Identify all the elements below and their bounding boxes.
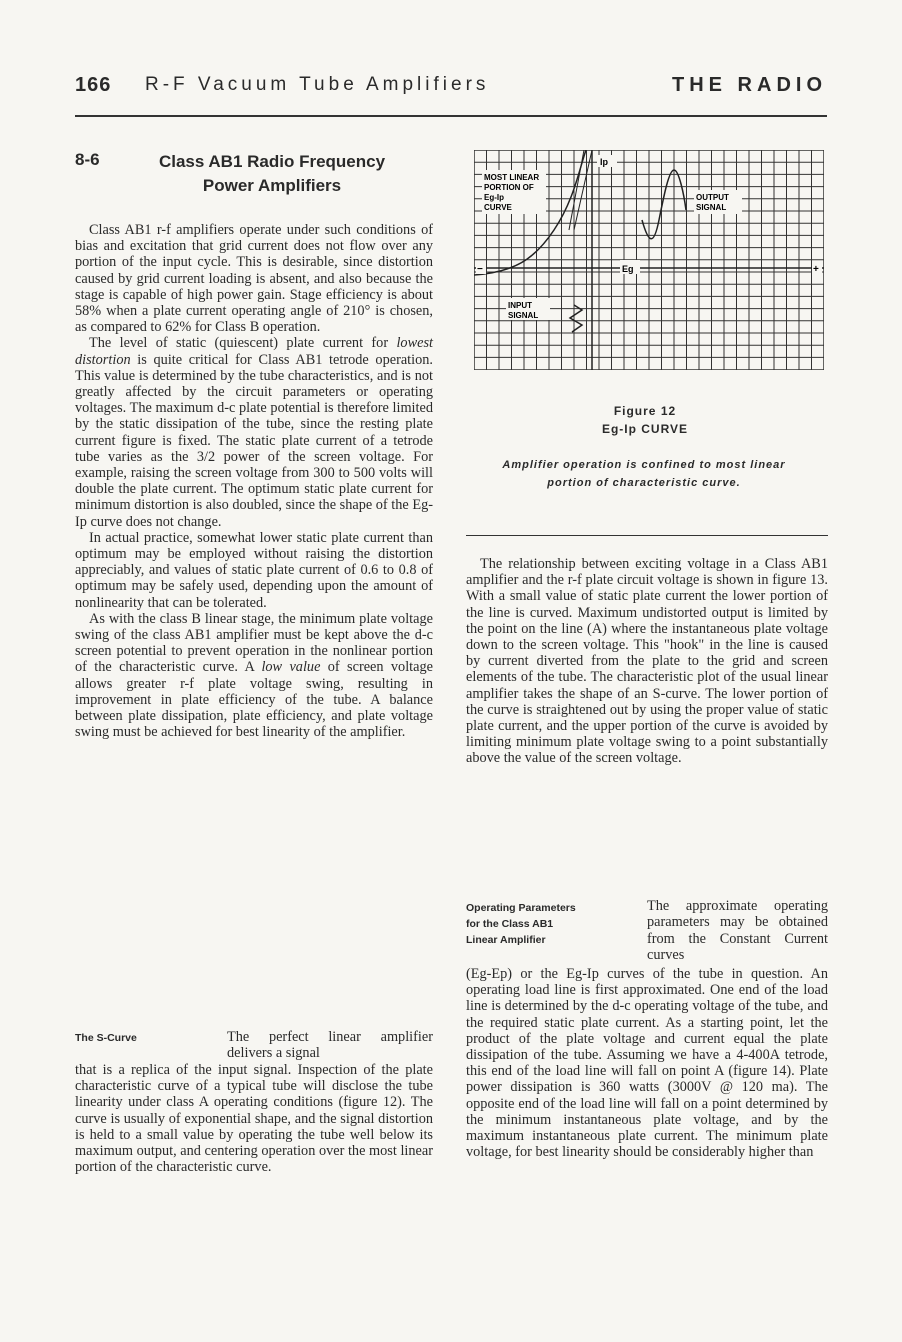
label-input-1: INPUT — [508, 301, 532, 310]
paragraph: In actual practice, somewhat lower static plate current than optimum may be employed without raising the distortion appreciably, and values of static plate current of 0.6 to 0.8 of optimum may be safely used, depending upon the amount of nonlinearity that can be tolerated. — [75, 529, 433, 611]
figure-label — [580, 402, 710, 438]
section-number: 8-6 — [75, 150, 100, 169]
scurve-lead: The perfect linear amplifier delivers a signal — [227, 1029, 433, 1062]
label-output-2: SIGNAL — [696, 203, 727, 212]
running-title: R-F Vacuum Tube Amplifiers — [145, 74, 490, 95]
figure-title: Eg-Ip CURVE — [601, 422, 689, 436]
section-title-line2: Power Amplifiers — [202, 176, 342, 195]
figure-caption: Amplifier operation is confined to most linear portion of characteristic curve. — [502, 459, 786, 489]
paragraph: The relationship between exciting voltage in a Class AB1 amplifier and the r-f plate circuit voltage is shown in figure 13. With a small value of static plate current the lower portion of the line is curved. Maximum undistorted output is limited by the point on the line (A) where the instantaneous plate voltage down to the screen voltage. This "hook" in the line is caused by current diverted from the plate to the grid and screen elements of the tube. The characteristic plot of the usual linear amplifier takes the shape of an S-curve. The lower portion of the curve is straightened out by using the proper value of static plate current, and the upper portion of the curve is avoided by limiting minimum plate voltage swing to a point substantially above the value of the screen voltage. — [466, 556, 828, 767]
page-header — [75, 74, 827, 104]
eg-ip-figure — [474, 150, 824, 370]
operating-lead: The approximate operating parameters may be obtained from the Constant Current curves — [647, 898, 828, 963]
section-title-line1: Class AB1 Radio Frequency — [158, 152, 386, 171]
label-plus: + — [813, 264, 819, 275]
paragraph: Class AB1 r-f amplifiers operate under such conditions of bias and excitation that grid current does not flow over any portion of the input cycle. This is desirable, since distortion caused by grid current loading is absent, and also because the stage is capable of high power gain. Stage efficiency is about 58% when a plate current operating angle of 210° is chosen, as compared to 62% for Class B operation. — [75, 222, 433, 336]
label-output-1: OUTPUT — [696, 193, 729, 202]
label-ip: Ip — [600, 157, 608, 167]
label-eg: Eg — [622, 264, 634, 274]
paragraph: As with the class B linear stage, the minimum plate voltage swing of the class AB1 amplifier must be kept above the d-c screen potential to prevent operation in the nonlinear portion of the characteristic curve. A low value of screen voltage allows greater r-f plate voltage swing, resulting in improvement in plate efficiency of the tube. A balance between plate dissipation, plate efficiency, and plate voltage swing must be achieved for best linearity of the amplifier. — [75, 610, 433, 741]
section-title — [142, 150, 402, 198]
page-number: 166 — [75, 74, 112, 96]
left-column — [75, 222, 433, 741]
operating-heading: Operating Parameters for the Class AB1 Linear Amplifier — [466, 902, 576, 946]
figure-number: Figure 12 — [613, 404, 677, 418]
scurve-body: that is a replica of the input signal. Inspection of the plate characteristic curve of a typical tube will disclose the tube linearity under class A operating conditions (figure 12). The curve is usually of exponential shape, and the signal distortion is held to a small value by operating the tube well below its maximum output, and centering operation over the most linear portion of the characteristic curve. — [75, 1062, 433, 1176]
scurve-heading: The S-Curve — [75, 1032, 137, 1044]
label-most-linear-4: CURVE — [484, 203, 512, 212]
label-input-2: SIGNAL — [508, 311, 539, 320]
paragraph: The level of static (quiescent) plate current for lowest distortion is quite critical for Class AB1 tetrode operation. This value is determined by the tube characteristics, and is not greatly affected by the circuit parameters or operating voltages. The maximum d-c plate potential is therefore limited by the static dissipation of the tube, since the resting plate current figure is fixed. The static plate current of a tetrode tube varies as the 3/2 power of the screen voltage. For example, raising the screen voltage from 300 to 500 volts will double the plate current. The optimum static plate current for minimum distortion is also doubled, since the shape of the Eg-Ip curve does not change. — [75, 335, 433, 530]
label-minus: − — [477, 264, 483, 275]
right-column — [466, 556, 828, 767]
operating-body: (Eg-Ep) or the Eg-Ip curves of the tube in question. An operating load line is first approximated. One end of the load line is determined by the d-c operating voltage of the tube, and the required static plate current. As a starting point, let the product of the plate voltage and current equal the plate dissipation of the tube. Assuming we have a 4-400A tetrode, this end of the load line will fall on point A (figure 14). Plate power dissipation is 360 watts (3000V @ 120 ma). The opposite end of the load line will fall on a point determined by the minimum instantaneous plate voltage, and by the maximum instantaneous plate current. The minimum plate voltage, for best linearity should be considerably higher than — [466, 966, 828, 1161]
header-rule — [75, 115, 827, 117]
label-most-linear-3: Eg-Ip — [484, 193, 504, 202]
label-most-linear-1: MOST LINEAR — [484, 173, 540, 182]
figure-rule — [466, 535, 828, 536]
book-title: THE RADIO — [672, 74, 827, 96]
label-most-linear-2: PORTION OF — [484, 183, 534, 192]
